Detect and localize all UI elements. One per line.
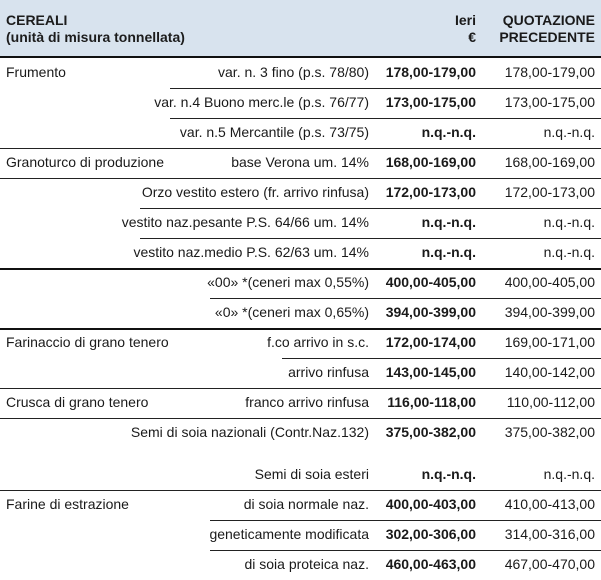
row-divider <box>140 208 601 209</box>
header-col-ieri <box>455 12 476 46</box>
header-prev-line2: PRECEDENTE <box>499 29 595 45</box>
row-price-ieri: n.q.-n.q. <box>421 244 476 260</box>
table-row <box>0 178 601 208</box>
row-description: franco arrivo rinfusa <box>245 394 369 410</box>
table-row <box>0 298 601 328</box>
row-price-previous: 178,00-179,00 <box>504 64 595 80</box>
row-price-ieri: 168,00-169,00 <box>385 154 476 170</box>
row-price-ieri: 143,00-145,00 <box>385 364 476 380</box>
header-currency: € <box>468 29 476 45</box>
row-category: Granoturco di produzione <box>6 154 164 170</box>
table-row <box>0 388 601 418</box>
table-row <box>0 358 601 388</box>
row-price-previous: 169,00-171,00 <box>504 334 595 350</box>
row-category: Farine di estrazione <box>6 496 129 512</box>
row-description: di soia normale naz. <box>243 496 369 512</box>
row-description: Semi di soia esteri <box>254 466 369 482</box>
header-subtitle: (unità di misura tonnellata) <box>6 29 185 45</box>
row-price-ieri: 400,00-403,00 <box>385 496 476 512</box>
row-category: Frumento <box>6 64 66 80</box>
row-price-ieri: 172,00-173,00 <box>385 184 476 200</box>
table-row <box>0 208 601 238</box>
row-price-previous: n.q.-n.q. <box>543 244 595 260</box>
table-row <box>0 118 601 148</box>
row-description: Orzo vestito estero (fr. arrivo rinfusa) <box>141 184 369 200</box>
row-price-ieri: n.q.-n.q. <box>421 466 476 482</box>
table-row <box>0 460 601 490</box>
row-price-previous: 410,00-413,00 <box>504 496 595 512</box>
row-price-ieri: 302,00-306,00 <box>385 526 476 542</box>
row-description: var. n.4 Buono merc.le (p.s. 76/77) <box>154 94 369 110</box>
row-price-ieri: n.q.-n.q. <box>421 214 476 230</box>
row-price-ieri: 375,00-382,00 <box>385 424 476 440</box>
row-description: var. n. 3 fino (p.s. 78/80) <box>218 64 369 80</box>
row-price-previous: 467,00-470,00 <box>504 556 595 572</box>
row-price-ieri: n.q.-n.q. <box>421 124 476 140</box>
header-ieri-label: Ieri <box>454 12 476 28</box>
row-divider <box>170 88 601 89</box>
row-divider <box>210 298 601 299</box>
table-header <box>0 0 601 56</box>
row-divider <box>0 178 601 179</box>
table-row <box>0 238 601 268</box>
row-price-previous: 172,00-173,00 <box>504 184 595 200</box>
row-price-previous: 400,00-405,00 <box>504 274 595 290</box>
row-description: Semi di soia nazionali (Contr.Naz.132) <box>130 424 369 440</box>
row-price-ieri: 116,00-118,00 <box>387 394 476 410</box>
header-title-block <box>6 12 185 46</box>
table-row <box>0 88 601 118</box>
row-price-previous: 173,00-175,00 <box>504 94 595 110</box>
row-divider <box>0 268 601 270</box>
table-row <box>0 58 601 88</box>
row-description: geneticamente modificata <box>209 526 369 542</box>
table-row <box>0 268 601 298</box>
row-price-previous: 375,00-382,00 <box>504 424 595 440</box>
row-price-previous: 140,00-142,00 <box>504 364 595 380</box>
table-row <box>0 490 601 520</box>
table-row <box>0 550 601 580</box>
row-divider <box>282 358 601 359</box>
row-description: base Verona um. 14% <box>231 154 369 170</box>
row-price-ieri: 172,00-174,00 <box>385 334 476 350</box>
header-title: CEREALI <box>6 12 68 28</box>
row-price-ieri: 394,00-399,00 <box>385 304 476 320</box>
row-divider <box>0 148 601 149</box>
table-row <box>0 418 601 448</box>
row-divider <box>0 388 601 389</box>
row-divider <box>140 238 601 239</box>
row-description: «00» *(ceneri max 0,55%) <box>207 274 369 290</box>
table-row <box>0 520 601 550</box>
row-description: di soia proteica naz. <box>244 556 369 572</box>
header-col-previous <box>499 12 595 46</box>
row-price-previous: n.q.-n.q. <box>543 214 595 230</box>
row-divider <box>0 418 601 419</box>
row-price-previous: 394,00-399,00 <box>504 304 595 320</box>
row-price-ieri: 460,00-463,00 <box>385 556 476 572</box>
row-divider <box>210 520 601 521</box>
row-description: var. n.5 Mercantile (p.s. 73/75) <box>179 124 369 140</box>
row-divider <box>210 550 601 551</box>
table-row <box>0 148 601 178</box>
row-category: Crusca di grano tenero <box>6 394 149 410</box>
row-divider <box>0 328 601 330</box>
row-category: Farinaccio di grano tenero <box>6 334 169 350</box>
row-price-previous: 110,00-112,00 <box>506 394 595 410</box>
row-price-ieri: 173,00-175,00 <box>385 94 476 110</box>
row-description: arrivo rinfusa <box>288 364 369 380</box>
row-price-previous: 314,00-316,00 <box>504 526 595 542</box>
row-price-ieri: 400,00-405,00 <box>385 274 476 290</box>
row-description: vestito naz.pesante P.S. 64/66 um. 14% <box>121 214 369 230</box>
row-divider <box>0 56 601 58</box>
row-divider <box>0 490 601 491</box>
row-price-ieri: 178,00-179,00 <box>385 64 476 80</box>
header-prev-line1: QUOTAZIONE <box>502 12 595 28</box>
table-row <box>0 328 601 358</box>
row-description: «0» *(ceneri max 0,65%) <box>214 304 369 320</box>
row-price-previous: n.q.-n.q. <box>543 124 595 140</box>
row-price-previous: n.q.-n.q. <box>543 466 595 482</box>
row-divider <box>170 118 601 119</box>
row-description: f.co arrivo in s.c. <box>267 334 369 350</box>
row-description: vestito naz.medio P.S. 62/63 um. 14% <box>133 244 369 260</box>
row-price-previous: 168,00-169,00 <box>504 154 595 170</box>
